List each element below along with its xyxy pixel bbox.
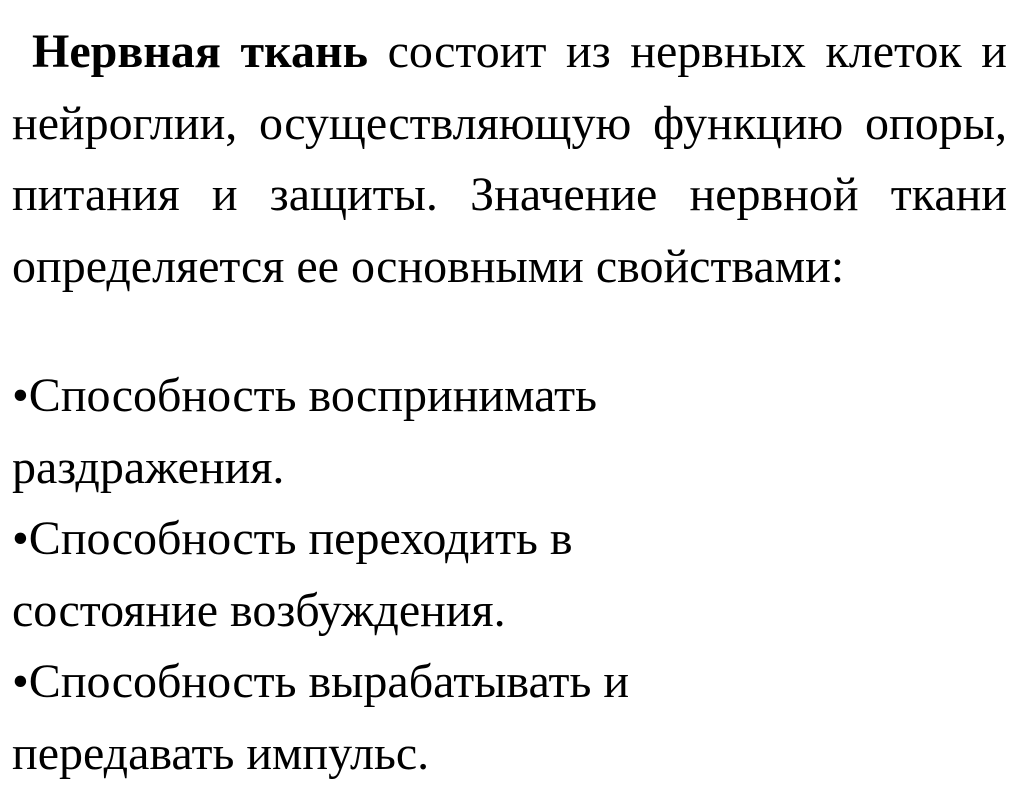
bold-term: Нервная ткань	[32, 25, 369, 78]
properties-list	[12, 360, 1007, 789]
intro-text-part-1: состоит из нервных клеток и нейроглии, осуществляющую функцию опоры, питания и защиты.	[12, 25, 1007, 221]
intro-text-part-2: Значение нервной ткани определяется ее основными свойствами:	[12, 168, 1007, 293]
list-item: •Способность вырабатывать и передавать импульс.	[12, 655, 630, 780]
list-item: •Способность переходить в состояние возбуждения.	[12, 512, 573, 637]
intro-paragraph	[12, 16, 1007, 302]
list-item: •Способность воспринимать раздражения.	[12, 369, 598, 494]
